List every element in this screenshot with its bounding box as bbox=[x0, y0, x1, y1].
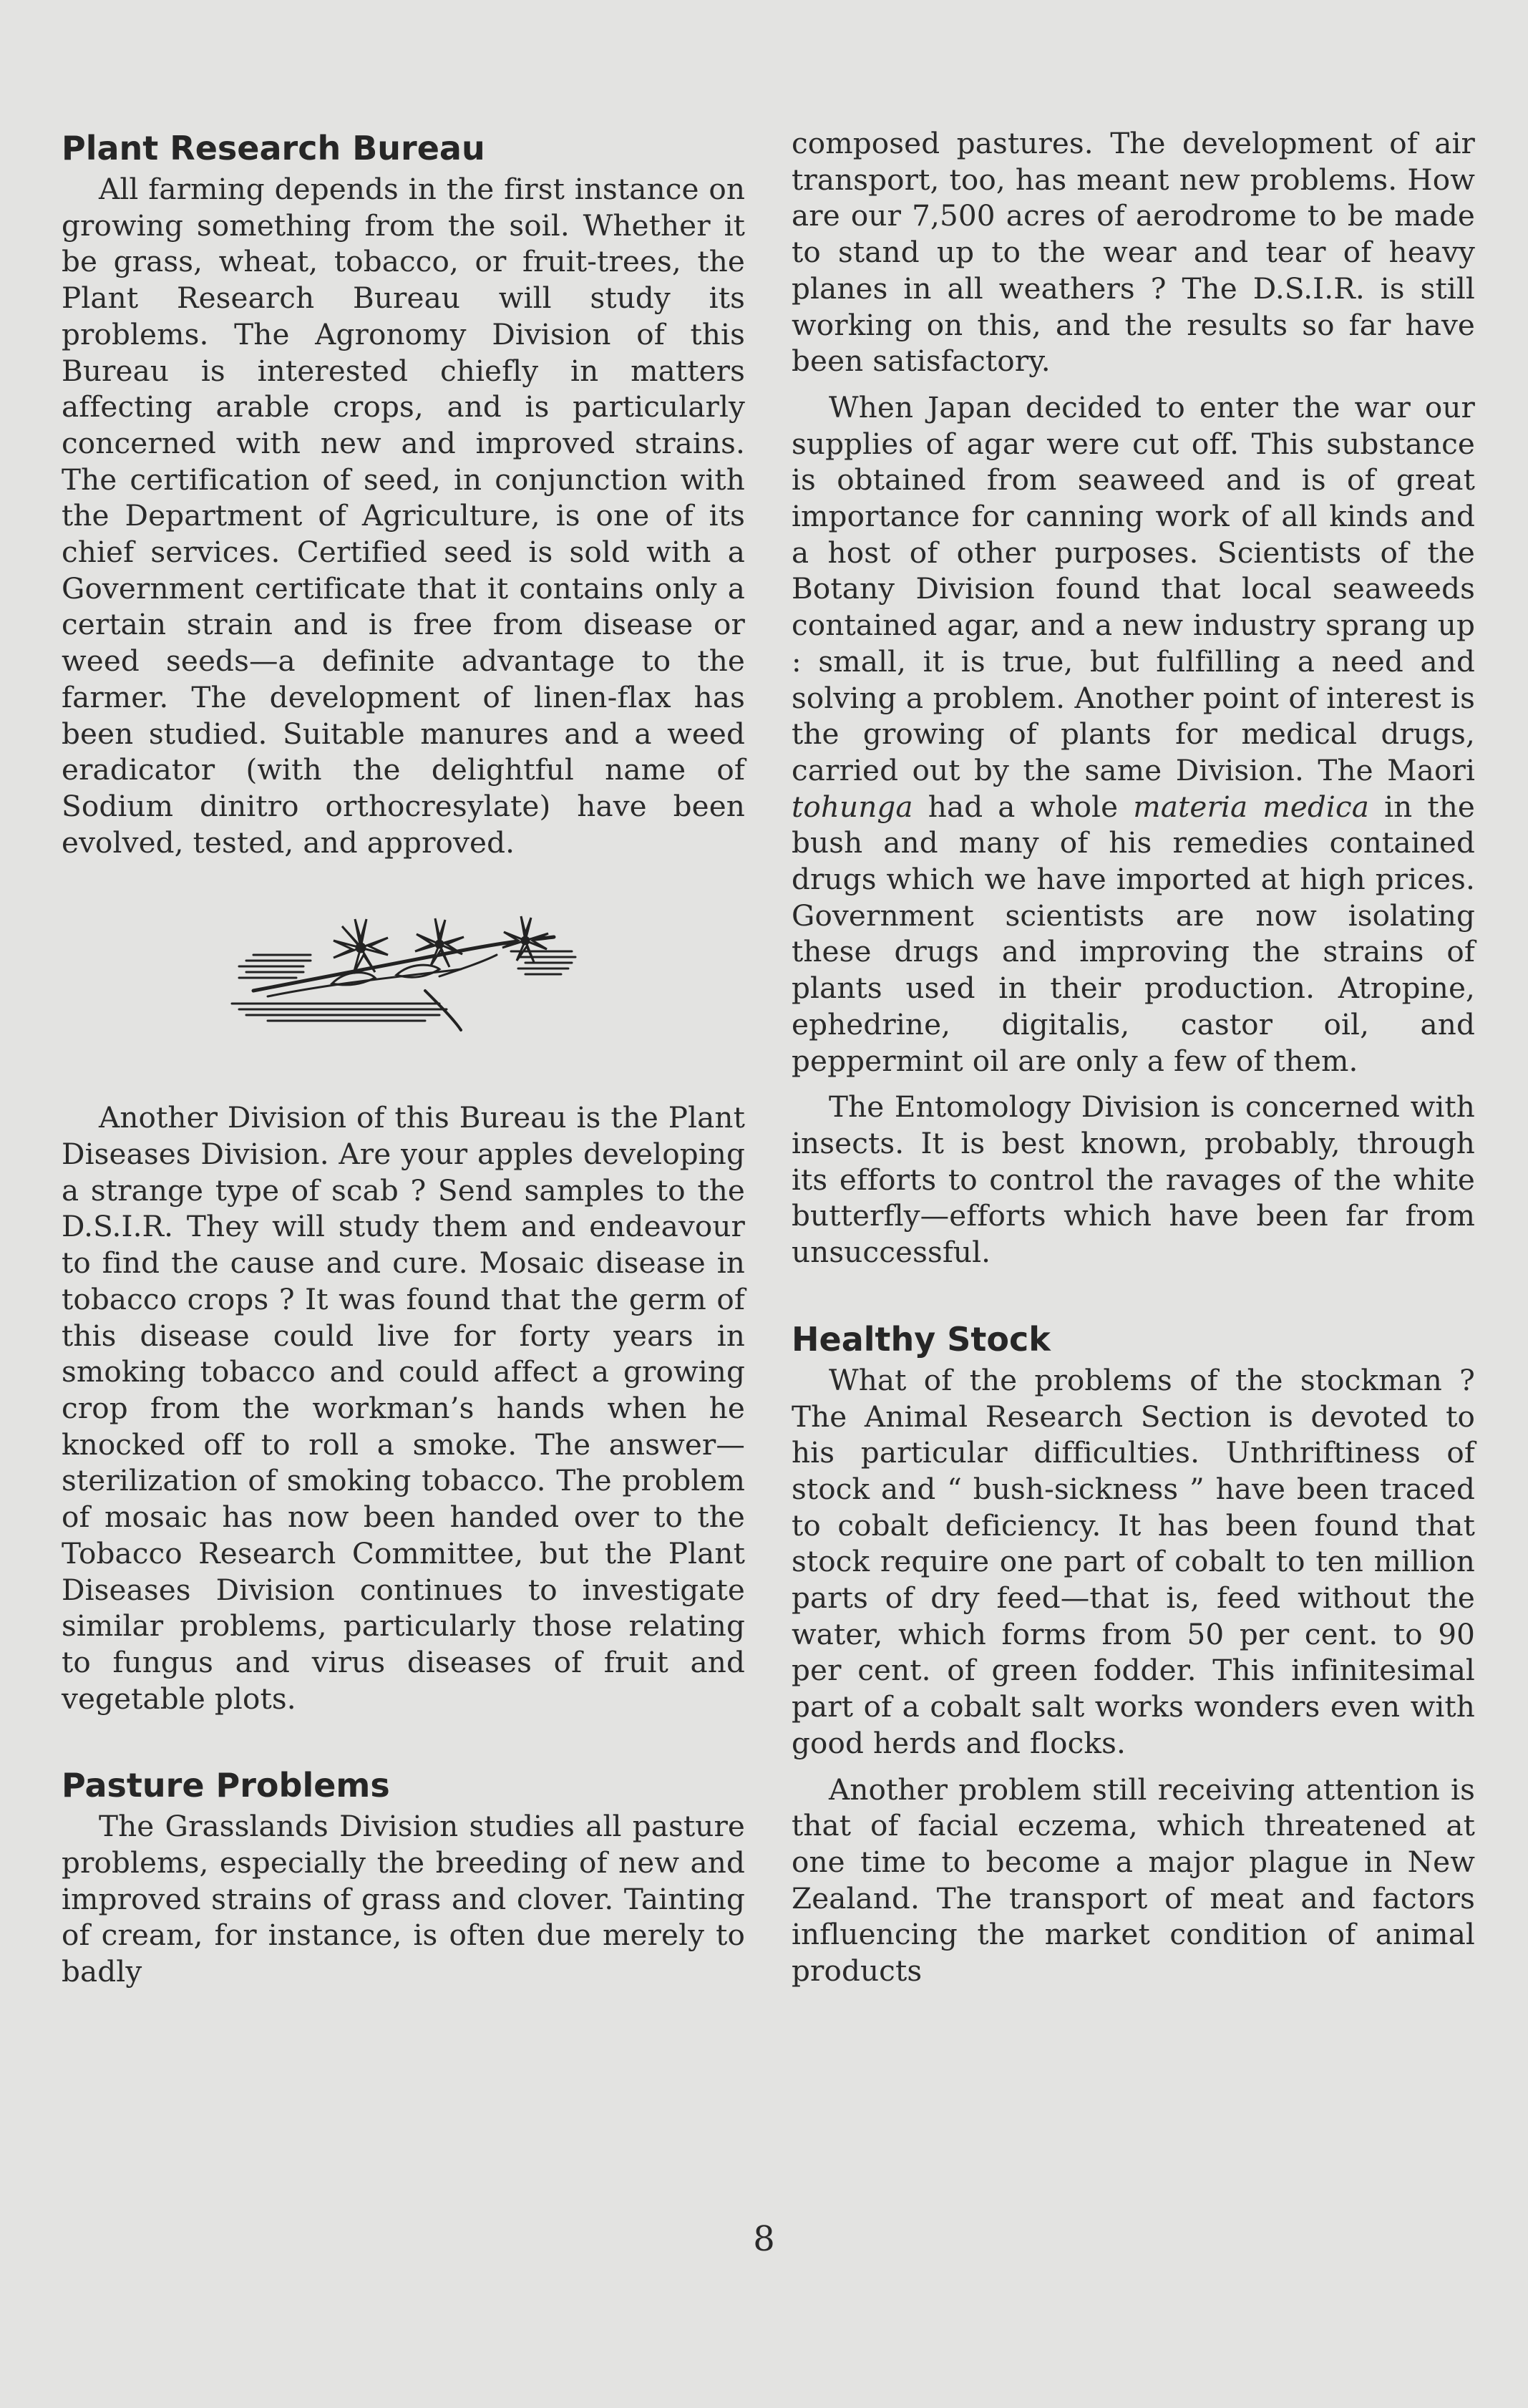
agar-text-2: had a whole bbox=[913, 789, 1134, 824]
page-number: 8 bbox=[753, 2219, 775, 2259]
left-column bbox=[62, 125, 745, 2000]
healthy-stock-paragraph-2: Another problem still receiving attention is that of facial eczema, which threatened at one time to become a major plague in New Zealand. The transport of meat and factors influencing the market condition of animal products bbox=[792, 1772, 1475, 1989]
agar-italic-1: tohunga bbox=[792, 789, 913, 824]
agar-text-3: in the bush and many of his remedies contained drugs which we have imported at high prices. Government scientists are now isolating these drugs and improving the strains of plants used in their production. Atropine, ephedrine, digitalis, castor oil, and peppermint oil are only a few of them. bbox=[792, 789, 1476, 1078]
plant-research-paragraph: All farming depends in the first instance on growing something from the soil. Whether it be grass, wheat, tobacco, or fruit-trees, the Plant Research Bureau will study its problems. The Agronomy Division of this Bureau is interested chiefly in matters affecting arable crops, and is particularly concerned with new and improved strains. The certification of seed, in conjunction with the Department of Agriculture, is one of its chief services. Certified seed is sold with a Government certificate that it contains only a certain strain and is free from disease or weed seeds—a definite advantage to the farmer. The development of linen-flax has been studied. Suitable manures and a weed eradicator (with the delightful name of Sodium dinitro orthocresylate) have been evolved, tested, and approved. bbox=[62, 172, 745, 860]
healthy-stock-paragraph-1: What of the problems of the stockman ? The Animal Research Section is devoted to his particular difficulties. Unthriftiness of stock and “ bush-sickness ” have been traced to cobalt deficiency. It has been found that stock require one part of cobalt to ten million parts of dry feed—that is, feed without the water, which forms from 50 per cent. to 90 per cent. of green fodder. This infinitesimal part of a cobalt salt works wonders even with good herds and flocks. bbox=[792, 1362, 1475, 1760]
pasture-problems-heading: Pasture Problems bbox=[62, 1766, 390, 1805]
right-column bbox=[792, 125, 1475, 1999]
agar-italic-2: materia medica bbox=[1133, 789, 1369, 824]
plant-diseases-paragraph: Another Division of this Bureau is the Plant Diseases Division. Are your apples developing a strange type of scab ? Send samples to the D.S.I.R. They will study them and endeavour to find the cause and cure. Mosaic disease in tobacco crops ? It was found that the germ of this disease could live for forty years in smoking tobacco and could affect a growing crop from the workman’s hands when he knocked off to roll a smoke. The answer—sterilization of smoking tobacco. The problem of mosaic has now been handed over to the Tobacco Research Committee, but the Plant Diseases Division continues to investigate similar problems, particularly those relating to fungus and virus diseases of fruit and vegetable plots. bbox=[62, 1100, 745, 1716]
healthy-stock-heading: Healthy Stock bbox=[792, 1319, 1051, 1359]
plant-research-heading: Plant Research Bureau bbox=[62, 129, 485, 168]
agar-paragraph bbox=[792, 389, 1475, 1079]
agar-text-1: When Japan decided to enter the war our supplies of agar were cut off. This substance is obtained from seaweed and is of great importance for canning work of all kinds and a host of other purposes. Scientists of the Botany Division found that local seaweeds contained agar, and a new industry sprang up : small, it is true, but fulfilling a need and solving a problem. Another point of interest is the growing of plants for medical drugs, carried out by the same Division. The Maori bbox=[792, 389, 1475, 787]
pasture-problems-paragraph: The Grasslands Division studies all pasture problems, especially the breeding of new and improved strains of grass and clover. Tainting of cream, for instance, is often due merely to badly bbox=[62, 1809, 745, 1989]
entomology-paragraph: The Entomology Division is concerned with insects. It is best known, probably, through its efforts to control the ravages of the white butterfly—efforts which have been far from unsuccessful. bbox=[792, 1089, 1475, 1270]
pasture-continued-paragraph: composed pastures. The development of air transport, too, has meant new problems. How are our 7,500 acres of aerodrome to be made to stand up to the wear and tear of heavy planes in all weathers ? The D.S.I.R. is still working on this, and the results so far have been satisfactory. bbox=[792, 126, 1475, 379]
flower-branch-icon bbox=[225, 912, 583, 1034]
